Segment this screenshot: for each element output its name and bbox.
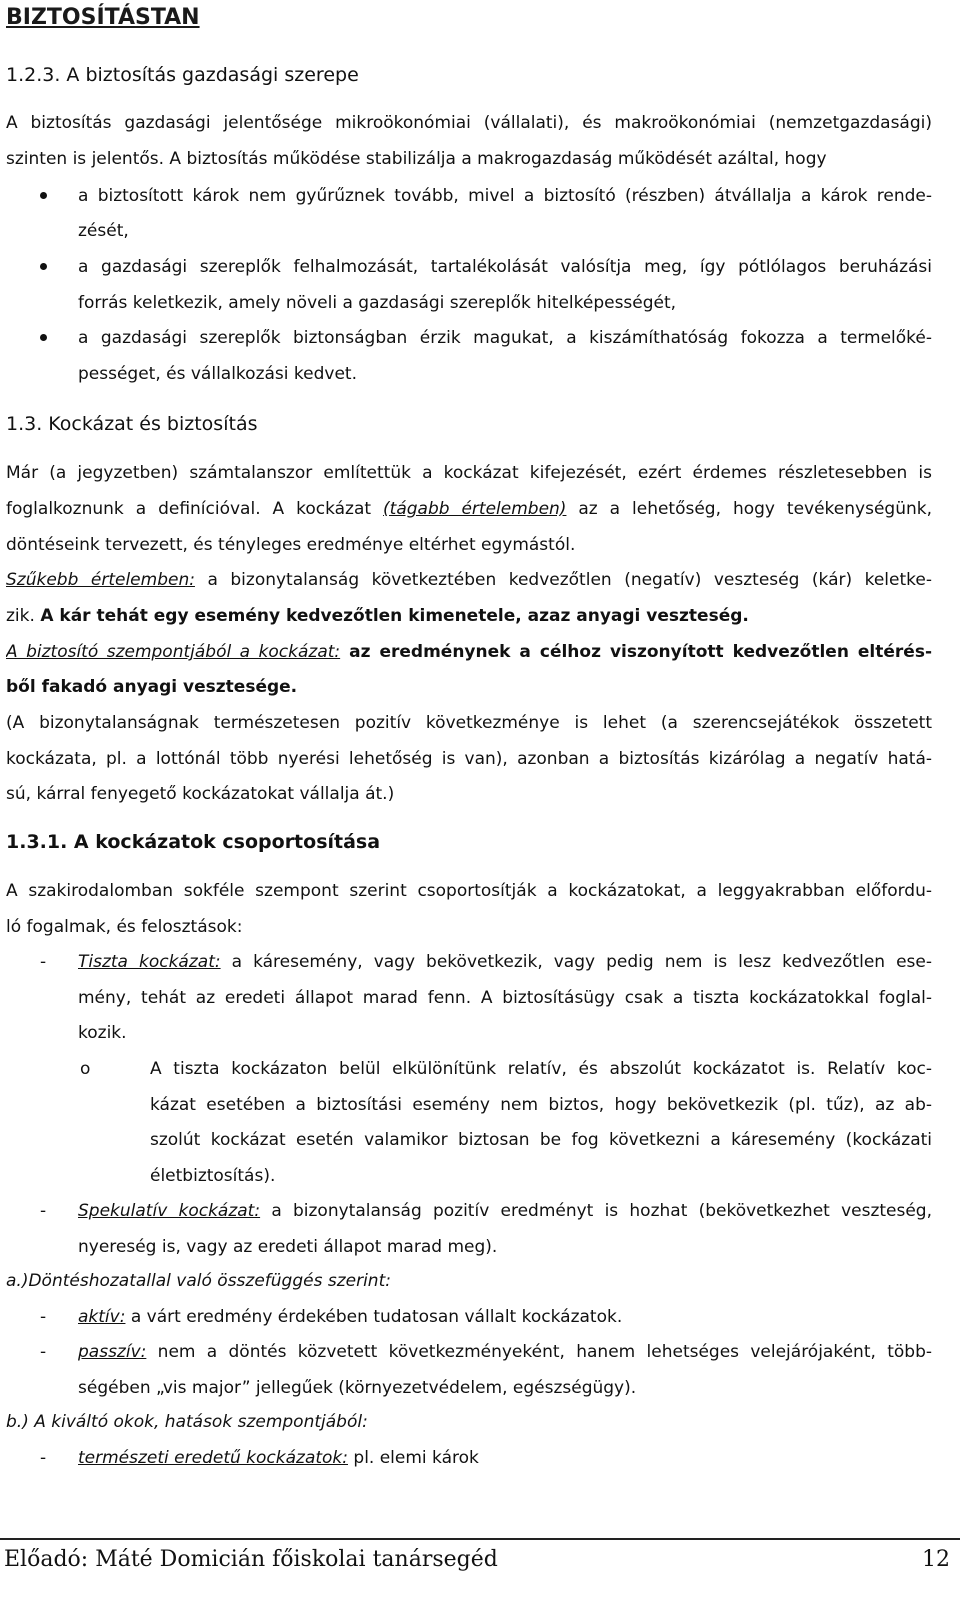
text-run: aktív: (78, 1307, 126, 1327)
sublist-line: A tiszta kockázaton belül elkülönítünk relatív, és abszolút kockázatot is. Relatív koc- (150, 1059, 932, 1079)
paragraph-line (6, 569, 932, 591)
list-line (78, 1306, 622, 1328)
text-run: nem a döntés közvetett következményeként, hanem lehetséges velejárójaként, több- (146, 1342, 932, 1362)
bullet-line: pességet, és vállalkozási kedvet. (78, 364, 357, 384)
paragraph-line: kockázata, pl. a lottónál több nyerési lehetőség is van), azonban a biztosítás kizárólag a negatív hatá- (6, 749, 932, 769)
list-line (78, 951, 932, 973)
dash-marker: - (40, 1342, 47, 1362)
text-run: Szűkebb értelemben: (6, 570, 195, 590)
sublist-line: szolút kockázat esetén valamikor biztosan be fog következni a káresemény (kockázati (150, 1130, 932, 1150)
list-line: mény, tehát az eredeti állapot marad fenn. A biztosításügy csak a tiszta kockázatokkal foglal- (78, 988, 932, 1008)
list-line (78, 1341, 932, 1363)
dash-marker: - (40, 1307, 47, 1327)
paragraph-line: ló fogalmak, és felosztások: (6, 917, 243, 937)
bullet-icon (40, 263, 47, 270)
paragraph-line (6, 605, 749, 627)
dash-marker: - (40, 1201, 47, 1221)
text-run: a bizonytalanság pozitív eredményt is hozhat (bekövetkezhet veszteség, (260, 1201, 932, 1221)
text-run: zik. (6, 606, 41, 626)
paragraph-line: szinten is jelentős. A biztosítás működése stabilizálja a makrogazdaság működését azáltal, hogy (6, 149, 827, 169)
paragraph-line: (A bizonytalanságnak természetesen pozitív következménye is lehet (a szerencsejátékok összetett (6, 713, 932, 733)
list-line (78, 1200, 932, 1222)
section-heading-1-3: 1.3. Kockázat és biztosítás (6, 413, 258, 435)
paragraph-line: Már (a jegyzetben) számtalanszor említettük a kockázat kifejezését, ezért érdemes részletesebben is (6, 463, 932, 483)
bullet-line: a gazdasági szereplők biztonságban érzik magukat, a kiszámíthatóság fokozza a termelőké- (78, 328, 932, 348)
document-title: BIZTOSÍTÁSTAN (6, 5, 200, 30)
list-line: ségében „vis major” jellegűek (környezetvédelem, egészségügy). (78, 1378, 637, 1398)
text-run: az eredménynek a célhoz viszonyított kedvezőtlen eltérés- (340, 642, 932, 662)
list-line (78, 1447, 479, 1469)
section-heading-1-2-3: 1.2.3. A biztosítás gazdasági szerepe (6, 64, 359, 86)
text-run: (tágabb értelemben) (383, 499, 567, 519)
paragraph-line: döntéseink tervezett, és tényleges eredménye eltérhet egymástól. (6, 535, 576, 555)
section-heading-1-3-1: 1.3.1. A kockázatok csoportosítása (6, 831, 381, 853)
subheading-a: a.)Döntéshozatallal való összefüggés szerint: (6, 1271, 391, 1291)
footer-presenter: Előadó: Máté Domicián főiskolai tanársegéd (4, 1547, 498, 1572)
subheading-b: b.) A kiváltó okok, hatások szempontjából: (6, 1412, 368, 1432)
dash-marker: - (40, 1448, 47, 1468)
paragraph-line: sú, kárral fenyegető kockázatokat vállalja át.) (6, 784, 395, 804)
sublist-line: életbiztosítás). (150, 1166, 276, 1186)
bullet-icon (40, 334, 47, 341)
text-run: A biztosító szempontjából a kockázat: (6, 642, 341, 662)
paragraph-line (6, 641, 932, 663)
list-line: kozik. (78, 1023, 127, 1043)
text-run: természeti eredetű kockázatok: (78, 1448, 348, 1468)
bullet-line: a biztosított károk nem gyűrűznek tovább, mivel a biztosító (részben) átvállalja a károk rende- (78, 186, 932, 206)
paragraph-line: A szakirodalomban sokféle szempont szerint csoportosítják a kockázatokat, a leggyakrabban előfordu- (6, 881, 932, 901)
dash-marker: - (40, 952, 47, 972)
footer-divider (0, 1538, 960, 1540)
text-run: a káresemény, vagy bekövetkezik, vagy pedig nem is lesz kedvezőtlen ese- (220, 952, 932, 972)
text-run: pl. elemi károk (348, 1448, 479, 1468)
text-run: Tiszta kockázat: (78, 952, 221, 972)
text-run: passzív: (78, 1342, 147, 1362)
text-run: az a lehetőség, hogy tevékenységünk, (566, 499, 932, 519)
text-run: foglalkoznunk a definícióval. A kockázat (6, 499, 384, 519)
page-number: 12 (922, 1547, 950, 1572)
bullet-line: a gazdasági szereplők felhalmozását, tartalékolását valósítja meg, így pótlólagos beruházási (78, 257, 932, 277)
text-run: A kár tehát egy esemény kedvezőtlen kimenetele, azaz anyagi veszteség. (40, 606, 749, 626)
bullet-line: forrás keletkezik, amely növeli a gazdasági szereplők hitelképességét, (78, 293, 677, 313)
bullet-line: zését, (78, 221, 129, 241)
text-run: Spekulatív kockázat: (78, 1201, 261, 1221)
paragraph-line: ből fakadó anyagi vesztesége. (6, 677, 298, 697)
text-run: a bizonytalanság következtében kedvezőtlen (negatív) veszteség (kár) keletke- (194, 570, 932, 590)
text-run: a várt eredmény érdekében tudatosan vállalt kockázatok. (125, 1307, 623, 1327)
paragraph-line: A biztosítás gazdasági jelentősége mikroökonómiai (vállalati), és makroökonómiai (nemzetgazdasági) (6, 113, 932, 133)
bullet-icon (40, 192, 47, 199)
circle-marker: o (80, 1059, 91, 1079)
sublist-line: kázat esetében a biztosítási esemény nem biztos, hogy bekövetkezik (pl. tűz), az ab- (150, 1095, 932, 1115)
list-line: nyereség is, vagy az eredeti állapot marad meg). (78, 1237, 498, 1257)
paragraph-line (6, 498, 932, 520)
